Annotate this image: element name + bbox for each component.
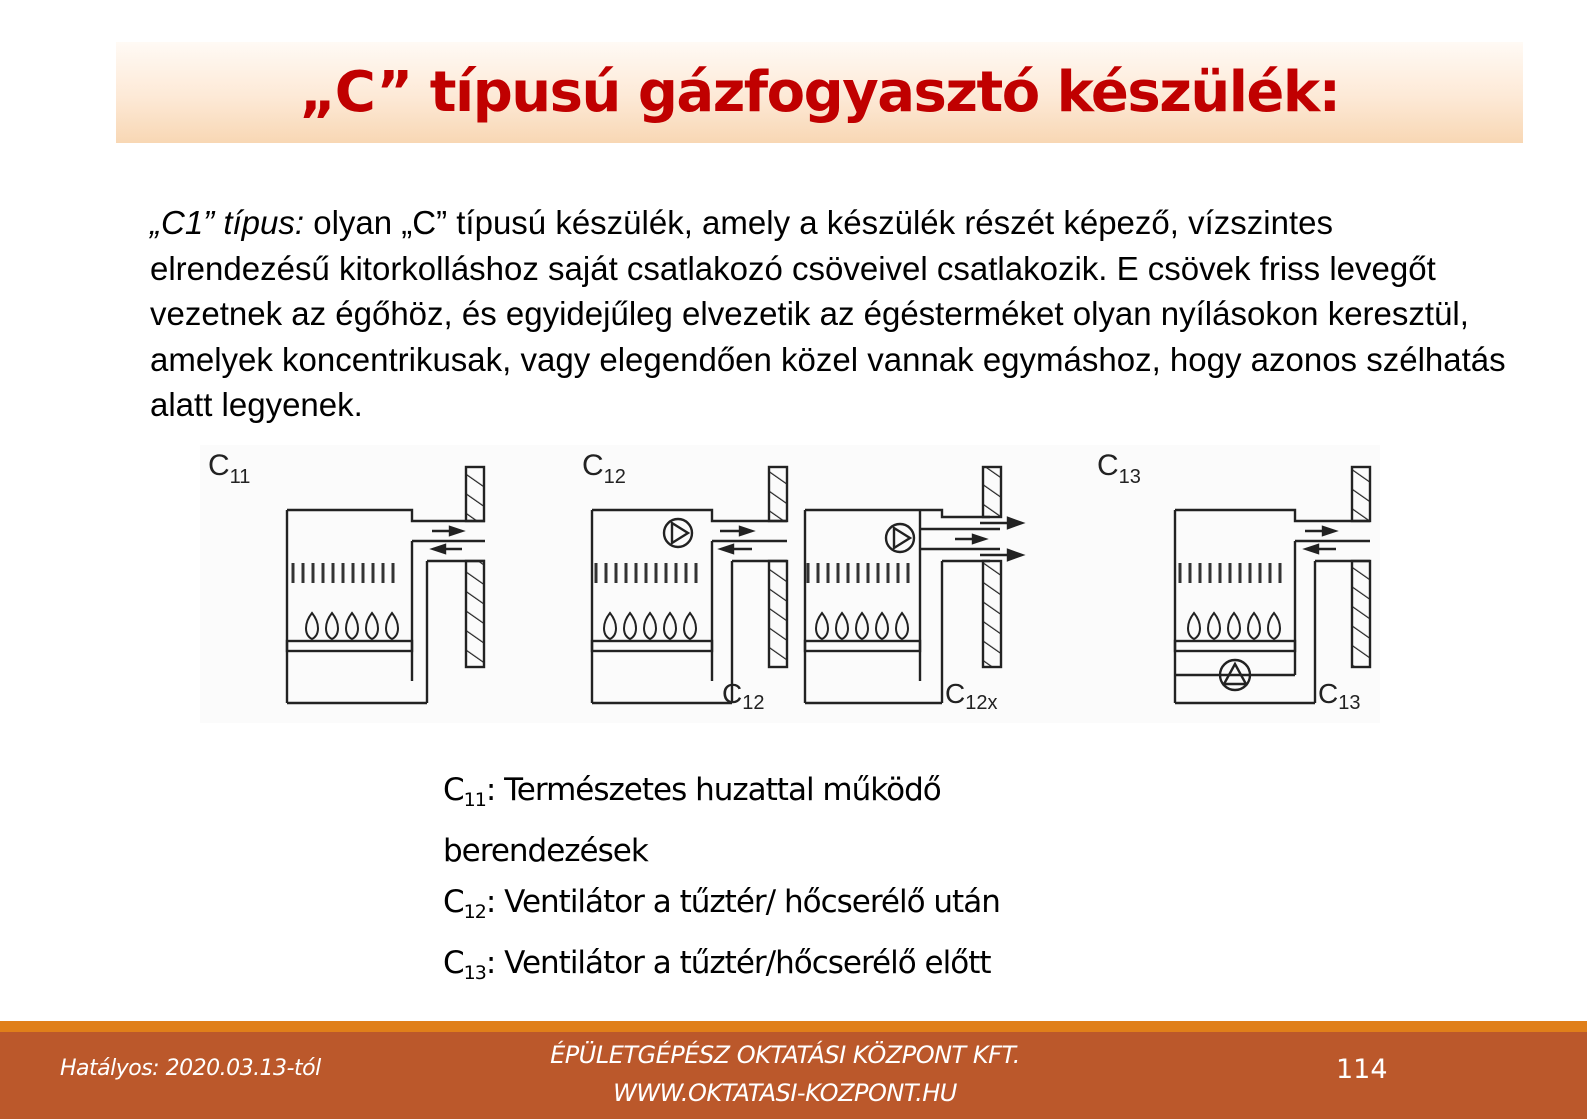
diagram-c13 [1097,449,1370,714]
legend-item-c12: $C_{12}$: Ventilátor a tűztér/ hőcserélő után [443,884,1000,923]
slide-title: „C” típusú gázfogyasztó készülék: [299,60,1340,125]
diagram-c13-sublabel: $C_{13}$ [1318,678,1361,714]
type-legend [443,765,1000,999]
diagram-c12x-sublabel: $C_{12x}$ [945,678,998,714]
legend-item-c13: $C_{13}$: Ventilátor a tűztér/hőcserélő előtt [443,945,991,984]
definition-lead: „C1” típus: [150,204,305,241]
legend-item-c11: $C_{11}$: Természetes huzattal működő [443,772,941,811]
footer-org-name: ÉPÜLETGÉPÉSZ OKTATÁSI KÖZPONT KFT. [550,1041,1020,1069]
footer-effective-date: Hatályos: 2020.03.13-tól [60,1056,321,1081]
footer-stripe [0,1021,1587,1032]
legend-item-c11-cont: berendezések [443,833,648,869]
page-number: 114 [1336,1054,1388,1085]
appliance-diagrams-figure [200,445,1380,723]
definition-paragraph [150,200,1520,428]
definition-text: olyan „C” típusú készülék, amely a készülék részét képező, vízszintes elrendezésű kitorkolláshoz saját csatlakozó csöveivel csatlakozik. E csövek friss levegőt vezetnek az égőhöz, és egyidejűleg elvezetik az égésterméket olyan nyílásokon keresztül, amelyek koncentrikusak, vagy elegendően közel vannak egymáshoz, hogy azonos szélhatás alatt legyenek. [150,204,1506,423]
diagram-c12-label: $C_{12}$ [582,449,626,488]
diagram-c12 [582,449,787,714]
diagram-c11 [208,449,485,703]
diagram-c11-label: $C_{11}$ [208,449,251,488]
diagram-c12x [805,467,1022,714]
footer-organization [440,1036,1130,1112]
footer [0,1032,1587,1119]
footer-org-url: WWW.OKTATASI-KOZPONT.HU [613,1079,957,1107]
diagram-c13-label: $C_{13}$ [1097,449,1141,488]
diagram-c12-sublabel: $C_{12}$ [722,678,765,714]
